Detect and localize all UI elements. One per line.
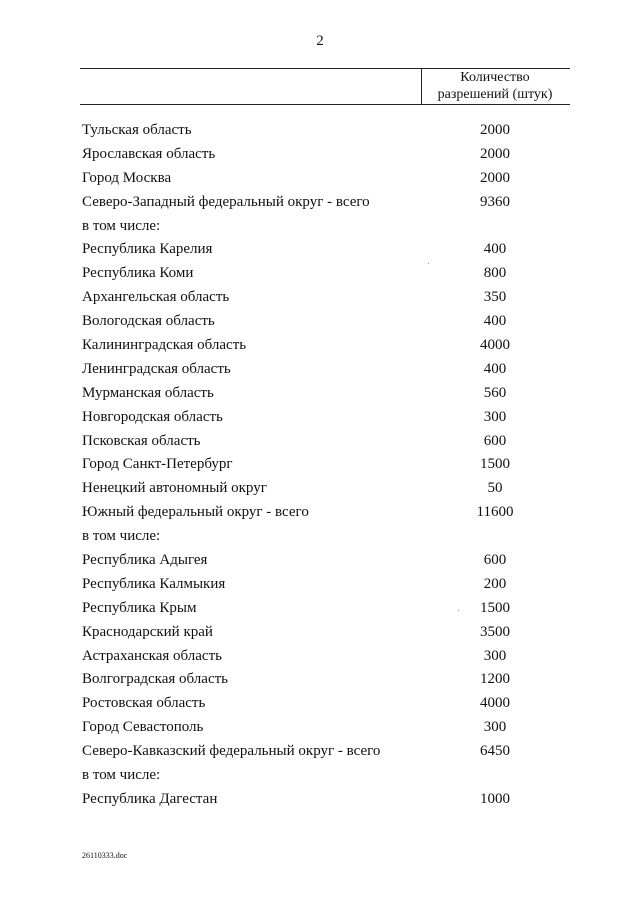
permits-value: 300 [483, 647, 507, 664]
table-row [0, 215, 640, 239]
permits-value: 600 [483, 552, 507, 569]
region-name: Северо-Кавказский федеральный округ - всего [82, 743, 381, 760]
region-name: Республика Карелия [82, 241, 213, 258]
table-row [0, 597, 640, 621]
permits-table [0, 119, 640, 812]
region-name: Ненецкий автономный округ [82, 480, 267, 497]
permits-value: 300 [483, 408, 507, 425]
column-header-line-2: разрешений (штук) [437, 87, 553, 102]
region-name: Республика Коми [82, 265, 194, 282]
region-name: Республика Калмыкия [82, 575, 226, 592]
table-row [0, 334, 640, 358]
permits-value: 800 [483, 265, 507, 282]
table-row [0, 167, 640, 191]
region-name: Волгоградская область [82, 671, 228, 688]
permits-value: 6450 [480, 743, 510, 760]
region-name: Новгородская область [82, 408, 223, 425]
region-name: Мурманская область [82, 384, 214, 401]
region-name: Архангельская область [82, 289, 230, 306]
region-name: Тульская область [82, 122, 192, 138]
region-name: в том числе: [82, 528, 161, 545]
table-row [0, 119, 640, 143]
table-row [0, 477, 640, 501]
region-name: Республика Адыгея [82, 552, 208, 569]
region-name: Город Севастополь [82, 719, 204, 736]
region-name: Республика Крым [82, 599, 197, 616]
permits-value: 400 [483, 360, 507, 377]
region-name: Ленинградская область [82, 360, 231, 377]
table-row [0, 430, 640, 454]
table-row [0, 143, 640, 167]
region-name: Псковская область [82, 432, 201, 449]
scan-speck [428, 263, 429, 264]
table-row [0, 382, 640, 406]
region-name: Город Санкт-Петербург [82, 456, 233, 473]
table-row [0, 668, 640, 692]
table-row [0, 310, 640, 334]
region-name: Вологодская область [82, 313, 215, 330]
table-row [0, 645, 640, 669]
footer-file-name: 26110333.doc [82, 851, 128, 860]
region-name: Калининградская область [82, 337, 247, 354]
table-row [0, 549, 640, 573]
region-name: Южный федеральный округ - всего [82, 504, 309, 521]
table-row [0, 358, 640, 382]
region-name: Ярославская область [82, 145, 216, 162]
permits-value: 600 [483, 432, 507, 449]
permits-value: 300 [483, 719, 507, 736]
table-row [0, 191, 640, 215]
permits-value: 11600 [476, 504, 514, 521]
region-name: Северо-Западный федеральный округ - всего [82, 193, 370, 210]
permits-value: 4000 [480, 695, 510, 712]
permits-value: 2000 [480, 169, 510, 186]
table-row [0, 764, 640, 788]
table-row [0, 525, 640, 549]
region-name: Город Москва [82, 169, 172, 186]
table-row [0, 621, 640, 645]
region-name: Астраханская область [82, 647, 222, 664]
page-number: 2 [316, 33, 324, 49]
table-row [0, 788, 640, 812]
permits-value: 350 [483, 289, 507, 306]
permits-value: 2000 [480, 145, 510, 162]
table-row [0, 262, 640, 286]
permits-value: 50 [487, 480, 503, 497]
permits-value: 9360 [480, 193, 510, 210]
table-row [0, 286, 640, 310]
region-name: в том числе: [82, 217, 161, 234]
permits-value: 3500 [480, 623, 510, 640]
table-row [0, 740, 640, 764]
permits-value: 1200 [480, 671, 510, 688]
region-name: в том числе: [82, 767, 161, 784]
table-row [0, 573, 640, 597]
region-name: Республика Дагестан [82, 790, 218, 807]
permits-value: 400 [483, 313, 507, 330]
scan-speck [458, 610, 459, 611]
region-name: Ростовская область [82, 695, 206, 712]
permits-value: 1500 [480, 599, 510, 616]
region-name: Краснодарский край [82, 623, 213, 640]
permits-value: 2000 [480, 122, 510, 138]
permits-value: 400 [483, 241, 507, 258]
permits-value: 200 [483, 575, 507, 592]
permits-value: 4000 [480, 337, 510, 354]
permits-value: 1500 [480, 456, 510, 473]
permits-value: 1000 [480, 790, 510, 807]
table-row [0, 406, 640, 430]
table-row [0, 238, 640, 262]
table-header-bottom-rule [80, 104, 570, 105]
permits-value: 560 [483, 384, 507, 401]
table-row [0, 453, 640, 477]
table-row [0, 501, 640, 525]
table-row [0, 716, 640, 740]
column-header-permits-count [422, 69, 568, 103]
table-row [0, 692, 640, 716]
column-header-line-1: Количество [460, 70, 530, 85]
